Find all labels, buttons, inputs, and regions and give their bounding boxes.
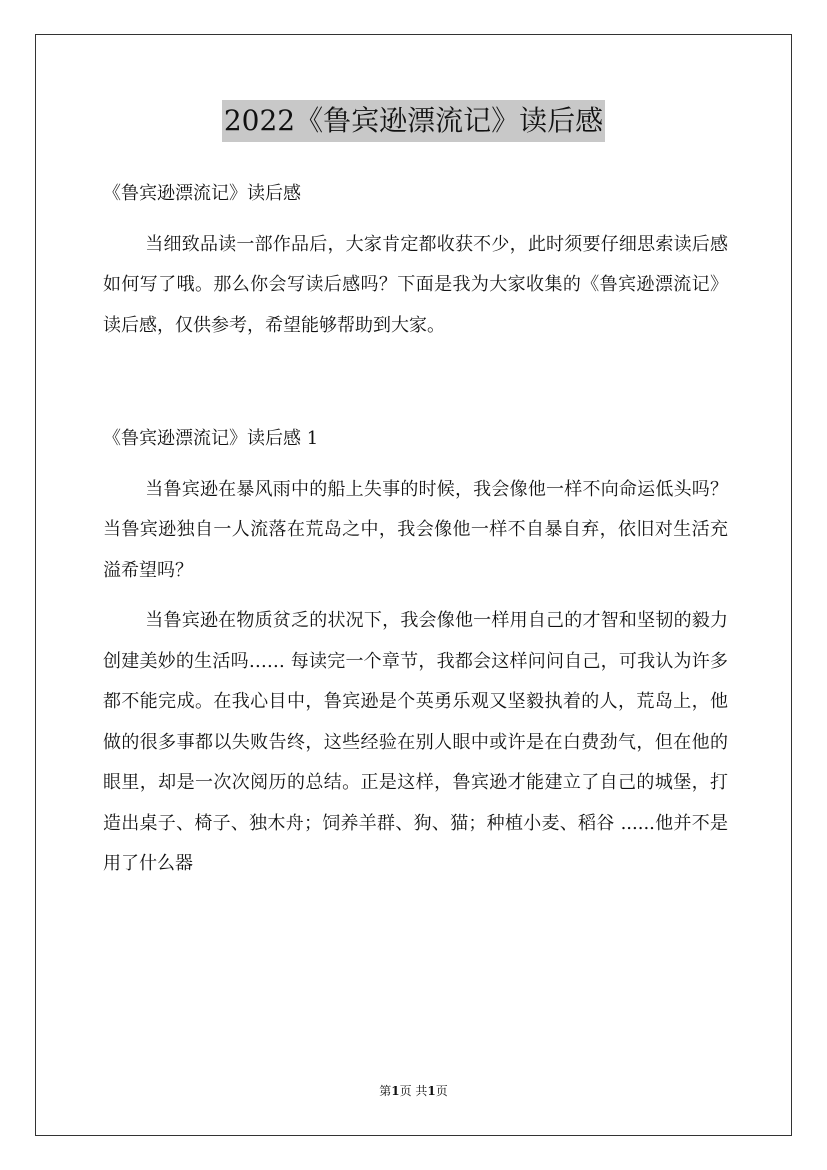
paragraph-1: 当鲁宾逊在暴风雨中的船上失事的时候，我会像他一样不向命运低头吗？当鲁宾逊独自一人流落在荒岛之中，我会像他一样不自暴自弃，依旧对生活充溢希望吗？ (103, 478, 728, 581)
page-suffix: 页 (435, 1084, 448, 1098)
intro-paragraph: 当细致品读一部作品后，大家肯定都收获不少，此时须要仔细思索读后感如何写了哦。那么你会写读后感吗？下面是我为大家收集的《鲁宾逊漂流记》读后感，仅供参考，希望能够帮助到大家。 (103, 233, 728, 336)
title-container (0, 100, 827, 142)
intro-heading: 《鲁宾逊漂流记》读后感 (103, 183, 301, 204)
page-current: 1 (391, 1084, 400, 1098)
paragraph-2: 当鲁宾逊在物质贫乏的状况下，我会像他一样用自己的才智和坚韧的毅力创建美妙的生活吗…… 每读完一个章节，我都会这样问问自己，可我认为许多都不能完成。在我心目中，鲁宾逊是个英勇乐观又坚毅执着的人，荒岛上，他做的很多事都以失败告终，这些经验在别人眼中或许是在白费劲气，但在他的眼里，却是一次次阅历的总结。正是这样，鲁宾逊才能建立了自己的城堡，打造出桌子、椅子、独木舟；饲养羊群、狗、猫；种植小麦、稻谷 ......他并不是用了什么器 (103, 610, 728, 874)
page-total: 1 (427, 1084, 436, 1098)
section-gap (103, 356, 728, 419)
page-prefix: 第 (379, 1084, 392, 1098)
page-mid: 页 共 (399, 1084, 428, 1098)
document-body (103, 174, 728, 895)
section-heading-1: 《鲁宾逊漂流记》读后感 1 (103, 428, 319, 449)
document-title: 2022《鲁宾逊漂流记》读后感 (222, 100, 605, 142)
page-footer (0, 1082, 827, 1100)
